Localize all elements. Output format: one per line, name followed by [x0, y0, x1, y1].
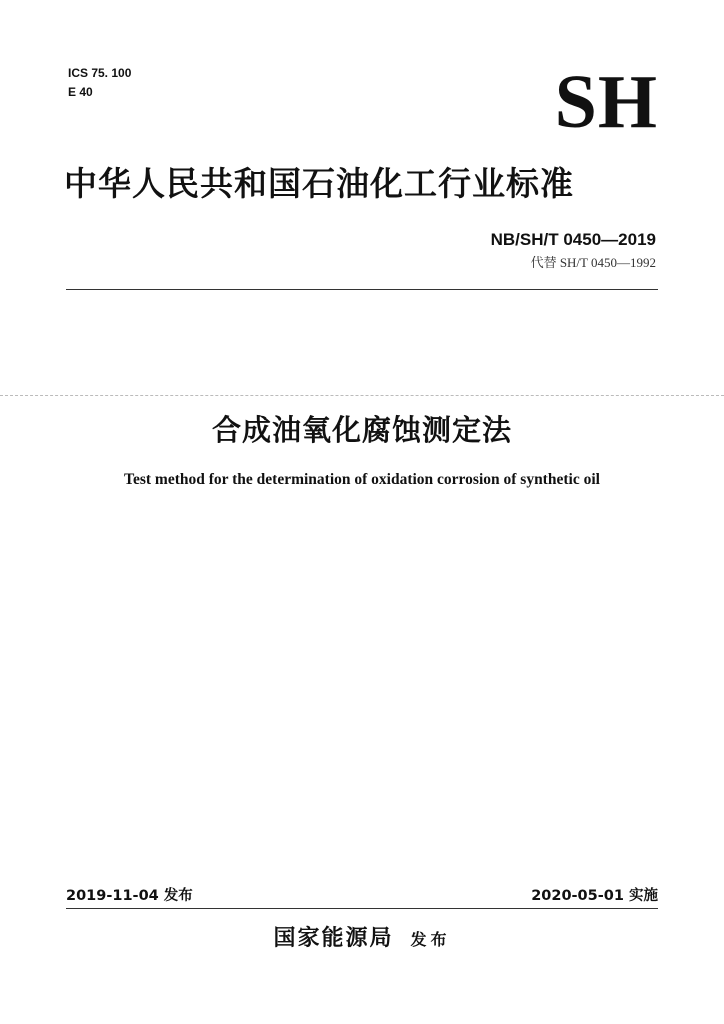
standard-number: NB/SH/T 0450—2019	[490, 230, 656, 249]
publish-label: 发布	[410, 930, 451, 949]
standard-category-title: 中华人民共和国石油化工行业标准	[64, 164, 574, 203]
bottom-divider	[66, 908, 658, 909]
dashed-divider	[0, 395, 724, 396]
publisher-name: 国家能源局	[273, 926, 394, 951]
ccs-code: E 40	[68, 85, 93, 99]
publisher-line	[0, 924, 724, 955]
date-row	[66, 886, 658, 908]
sh-logo: SH	[554, 60, 658, 144]
ics-code: ICS 75. 100	[68, 66, 132, 80]
implementation-date: 2020-05-01 实施	[531, 888, 658, 904]
issue-date: 2019-11-04 发布	[66, 888, 193, 904]
classification-codes	[68, 64, 131, 102]
replaces-standard: 代替 SH/T 0450—1992	[530, 255, 656, 270]
document-title-en: Test method for the determination of oxidation corrosion of synthetic oil	[124, 471, 600, 488]
top-divider	[66, 289, 658, 290]
document-title-zh: 合成油氧化腐蚀测定法	[211, 413, 512, 447]
